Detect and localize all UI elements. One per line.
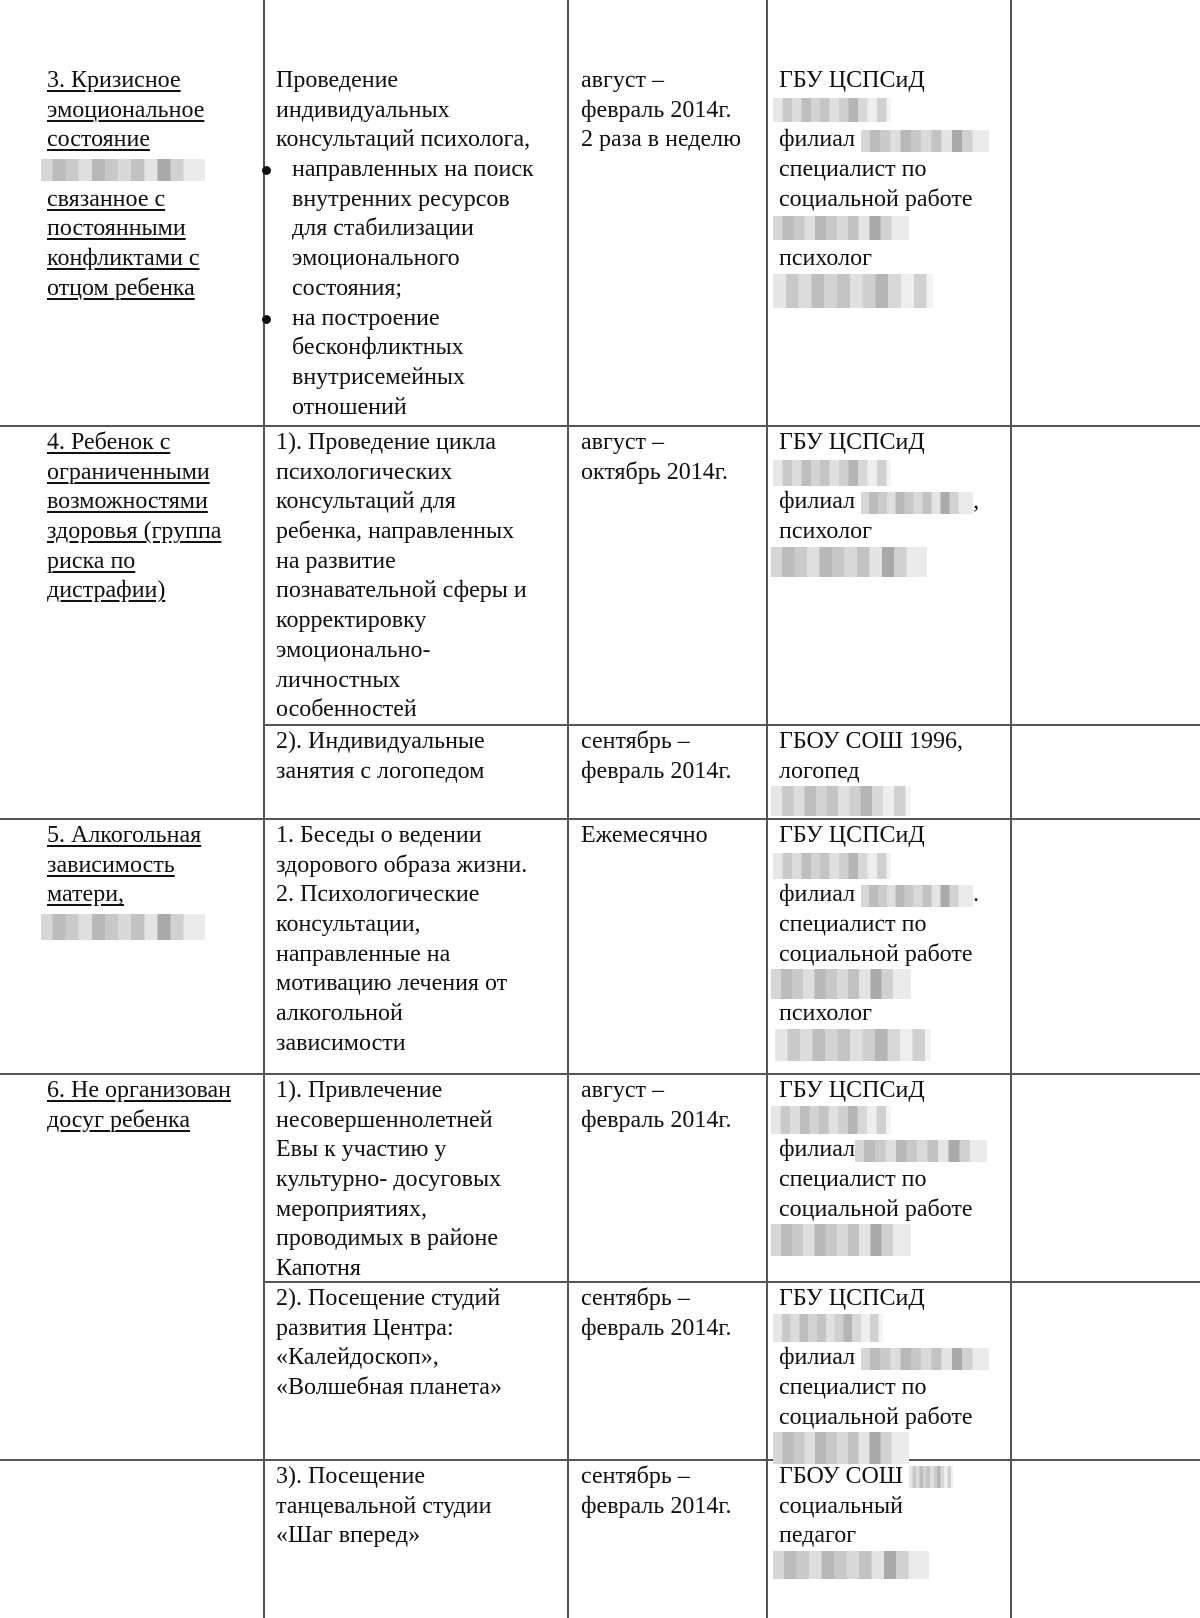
problem-text: здоровья (группа [47,518,222,545]
org-text: ГБУ ЦСПСиД [779,1285,925,1311]
role-text: социальный [779,1492,903,1519]
activity-cell [276,1284,566,1403]
activity-text: культурно- досуговых [276,1166,502,1193]
bullet-text: эмоционального [292,245,460,272]
role-text: специалист по [779,911,927,938]
redacted-name [47,910,262,940]
role-text: педагог [779,1522,857,1549]
activity-text: алкогольной [276,1000,403,1027]
activity-text: индивидуальных [276,96,450,123]
branch-text: филиал [779,126,856,153]
punctuation: . [973,881,980,908]
activity-cell [276,428,566,725]
period-text: сентябрь – [581,1285,690,1311]
activity-text: несовершеннолетней [276,1106,493,1133]
activity-text: корректировку [276,607,427,634]
bullet-item [264,155,566,303]
branch-text: филиал [779,881,856,908]
activity-text: 2). Посещение студий [276,1285,501,1311]
branch-line [779,125,1009,155]
period-cell [581,1076,766,1135]
role-text: специалист по [779,1166,927,1193]
activity-text: «Калейдоскоп», [276,1344,439,1371]
problem-text: постоянными [47,215,186,242]
bullet-icon [262,166,271,175]
role-text: специалист по [779,1374,927,1401]
redacted-branch [861,1348,989,1370]
activity-text: танцевальной студии [276,1492,492,1519]
problem-text: дистрафии) [47,577,166,604]
role-text: социальной работе [779,1403,973,1430]
problem-text: состояние [47,126,150,153]
problem-cell-5 [47,821,262,940]
row-border [0,425,1200,427]
problem-text: риска по [47,547,136,574]
redacted-name [779,1314,1009,1344]
org-text: ГБОУ СОШ [779,1463,904,1489]
redacted-branch [861,130,989,152]
activity-text: психологических [276,458,453,485]
activity-text: консультаций для [276,488,456,515]
activity-text: мотивацию лечения от [276,970,508,997]
row-border [0,818,1200,820]
responsible-cell [779,1462,1009,1581]
period-cell [581,428,766,487]
activity-text: познавательной сферы и [276,577,527,604]
problem-text: 4. Ребенок с [47,429,171,455]
org-text: ГБУ ЦСПСиД [779,429,925,455]
bullet-text: отношений [292,393,407,420]
role-text: психолог [779,1000,872,1027]
period-text: август – [581,1077,664,1103]
period-text: февраль 2014г. [581,1314,732,1341]
activity-text: консультации, [276,911,421,938]
redacted-name [779,214,1009,244]
period-text: Ежемесячно [581,822,708,848]
activity-text: проводимых в районе [276,1225,499,1252]
redacted-name [779,969,1009,999]
branch-text: филиал [779,1344,856,1371]
role-text: логопед [779,757,860,784]
period-text: 2 раза в неделю [581,126,742,153]
responsible-cell [779,727,1009,816]
problem-text: зависимость [47,851,175,878]
activity-cell [276,727,566,786]
problem-text: 6. Не организован [47,1077,232,1103]
activity-text: занятия с логопедом [276,757,485,784]
bullet-text: состояния; [292,274,403,301]
bullet-text: на построение [292,304,440,331]
column-border-4 [1010,0,1012,1618]
activity-text: развития Центра: [276,1314,454,1341]
bullet-text: внутренних ресурсов [292,185,510,212]
activity-text: здорового образа жизни. [276,851,528,878]
org-line [779,1462,1009,1492]
bullet-text: внутрисемейных [292,363,466,390]
activity-text: 2). Индивидуальные [276,728,485,754]
bullet-text: для стабилизации [292,215,474,242]
activity-text: 1). Привлечение [276,1077,443,1103]
activity-text: 2. Психологические [276,881,480,908]
activity-text: ребенка, направленных [276,518,515,545]
responsible-cell [779,1076,1009,1258]
problem-cell-6 [47,1076,262,1135]
period-text: сентябрь – [581,1463,690,1489]
branch-line [779,487,1009,517]
redacted-name [779,786,1009,816]
activity-text: зависимости [276,1029,406,1056]
role-text: психолог [779,245,872,272]
redacted-branch [855,1140,987,1162]
bullet-icon [262,315,271,324]
period-text: август – [581,429,664,455]
redacted-branch [861,885,973,907]
activity-text: личностных [276,666,401,693]
redacted-name [779,274,1009,310]
activity-text: на развитие [276,547,396,574]
problem-text: 5. Алкогольная [47,822,202,848]
branch-line [779,1343,1009,1373]
responsible-cell [779,821,1009,1063]
org-text: ГБОУ СОШ 1996, [779,728,964,754]
role-text: социальной работе [779,185,973,212]
bullet-text: бесконфликтных [292,334,464,361]
redacted-name [779,1106,1009,1136]
period-cell [581,1462,766,1521]
activity-text: Капотня [276,1255,361,1282]
org-text: ГБУ ЦСПСиД [779,822,925,848]
activity-text: направленные на [276,940,451,967]
redacted-branch [861,492,973,514]
activity-text: «Волшебная планета» [276,1374,502,1401]
activity-cell [276,1076,566,1284]
problem-text: досуг ребенка [47,1106,190,1133]
bullet-text: направленных на поиск [292,156,534,183]
redacted-name [779,1029,1009,1063]
column-border-3 [766,0,768,1618]
problem-text: возможностями [47,488,208,515]
period-text: сентябрь – [581,728,690,754]
period-cell [581,727,766,786]
activity-text: 1). Проведение цикла [276,429,497,455]
branch-text: филиал [779,1136,856,1163]
activity-text: Евы к участию у [276,1136,447,1163]
branch-text: филиал [779,488,856,515]
role-text: психолог [779,518,872,545]
problem-text: эмоциональное [47,96,205,123]
org-text: ГБУ ЦСПСиД [779,67,925,93]
activity-text: Проведение [276,67,399,93]
branch-line [779,1135,1009,1165]
redacted-name [47,155,262,185]
problem-text: ограниченными [47,458,210,485]
period-text: февраль 2014г. [581,1492,732,1519]
redacted-name [779,96,1009,126]
column-border-2 [567,0,569,1618]
problem-text: матери, [47,881,125,908]
row-border [0,1073,1200,1075]
responsible-cell [779,428,1009,581]
problem-text: отцом ребенка [47,274,195,301]
period-text: февраль 2014г. [581,757,732,784]
redacted-name [779,851,1009,881]
problem-cell-3 [47,66,262,304]
activity-cell [276,821,566,1059]
period-text: октябрь 2014г. [581,458,728,485]
bullet-item [264,304,566,423]
problem-text: 3. Кризисное [47,67,181,93]
redacted-name [779,458,1009,488]
role-text: социальной работе [779,940,973,967]
activity-cell [276,66,566,422]
org-text: ГБУ ЦСПСиД [779,1077,925,1103]
problem-text: связанное с [47,185,166,212]
responsible-cell [779,66,1009,310]
period-text: август – [581,67,664,93]
activity-text: консультаций психолога, [276,126,531,153]
redacted-name [779,1551,1009,1581]
problem-text: конфликтами с [47,245,200,272]
activity-text: мероприятиях, [276,1195,427,1222]
responsible-cell [779,1284,1009,1466]
row-border [0,1459,1200,1461]
activity-text: 3). Посещение [276,1463,425,1489]
period-text: февраль 2014г. [581,1106,732,1133]
activity-text: особенностей [276,696,417,723]
activity-text: 1. Беседы о ведении [276,822,482,848]
redacted-name [779,547,1009,581]
redacted-name [779,1224,1009,1258]
branch-line [779,880,1009,910]
problem-cell-4 [47,428,262,606]
activity-text: «Шаг вперед» [276,1522,421,1549]
period-cell [581,821,766,851]
period-cell [581,66,766,155]
role-text: специалист по [779,156,927,183]
period-cell [581,1284,766,1343]
redacted-school-number [909,1466,953,1488]
punctuation: , [973,488,980,515]
period-text: февраль 2014г. [581,96,732,123]
activity-text: эмоционально- [276,636,431,663]
activity-cell [276,1462,566,1551]
role-text: социальной работе [779,1195,973,1222]
